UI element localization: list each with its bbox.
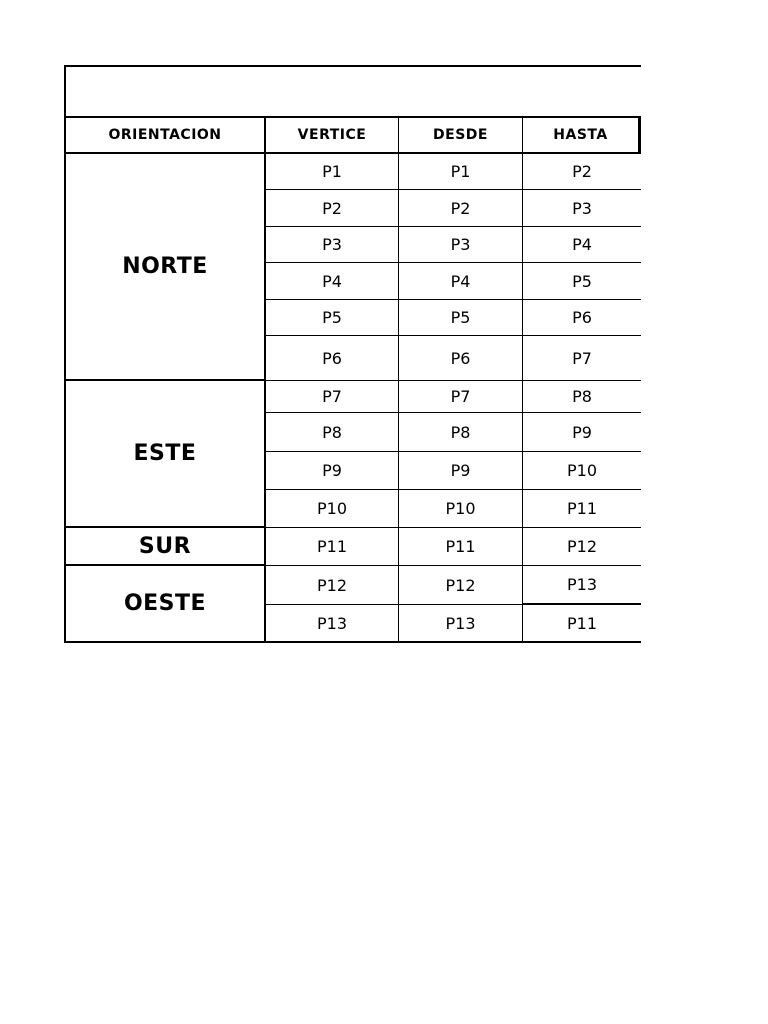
vertice-cell[interactable]: P3 <box>266 227 399 263</box>
desde-cell[interactable]: P1 <box>399 154 523 190</box>
header-orientacion[interactable]: ORIENTACION <box>64 116 266 154</box>
hasta-cell[interactable]: P5 <box>523 263 641 300</box>
hasta-cell[interactable]: P11 <box>523 605 641 643</box>
orientation-este[interactable]: ESTE <box>64 381 266 528</box>
hasta-cell[interactable]: P12 <box>523 528 641 566</box>
orientation-norte[interactable]: NORTE <box>64 154 266 381</box>
hasta-cell[interactable]: P13 <box>523 566 641 605</box>
desde-cell[interactable]: P5 <box>399 300 523 336</box>
hasta-cell[interactable]: P9 <box>523 413 641 452</box>
desde-cell[interactable]: P4 <box>399 263 523 300</box>
orientation-oeste[interactable]: OESTE <box>64 566 266 643</box>
desde-cell[interactable]: P6 <box>399 336 523 381</box>
desde-cell[interactable]: P11 <box>399 528 523 566</box>
vertice-cell[interactable]: P9 <box>266 452 399 490</box>
header-desde[interactable]: DESDE <box>399 116 523 154</box>
header-hasta[interactable]: HASTA <box>523 116 641 154</box>
hasta-cell[interactable]: P8 <box>523 381 641 413</box>
desde-cell[interactable]: P12 <box>399 566 523 605</box>
spreadsheet-sheet <box>64 65 641 644</box>
vertice-cell[interactable]: P8 <box>266 413 399 452</box>
vertice-cell[interactable]: P11 <box>266 528 399 566</box>
desde-cell[interactable]: P10 <box>399 490 523 528</box>
vertice-cell[interactable]: P5 <box>266 300 399 336</box>
desde-cell[interactable]: P8 <box>399 413 523 452</box>
vertice-cell[interactable]: P4 <box>266 263 399 300</box>
hasta-cell[interactable]: P2 <box>523 154 641 190</box>
vertice-cell[interactable]: P10 <box>266 490 399 528</box>
hasta-cell[interactable]: P4 <box>523 227 641 263</box>
header-vertice[interactable]: VERTICE <box>266 116 399 154</box>
title-cell[interactable] <box>64 65 641 116</box>
hasta-cell[interactable]: P6 <box>523 300 641 336</box>
desde-cell[interactable]: P9 <box>399 452 523 490</box>
vertice-cell[interactable]: P7 <box>266 381 399 413</box>
desde-cell[interactable]: P3 <box>399 227 523 263</box>
vertice-cell[interactable]: P1 <box>266 154 399 190</box>
vertice-cell[interactable]: P13 <box>266 605 399 643</box>
vertice-cell[interactable]: P2 <box>266 190 399 227</box>
hasta-cell[interactable]: P7 <box>523 336 641 381</box>
hasta-cell[interactable]: P3 <box>523 190 641 227</box>
desde-cell[interactable]: P7 <box>399 381 523 413</box>
vertice-cell[interactable]: P12 <box>266 566 399 605</box>
hasta-cell[interactable]: P11 <box>523 490 641 528</box>
desde-cell[interactable]: P13 <box>399 605 523 643</box>
desde-cell[interactable]: P2 <box>399 190 523 227</box>
hasta-cell[interactable]: P10 <box>523 452 641 490</box>
orientation-table <box>64 116 641 644</box>
orientation-sur[interactable]: SUR <box>64 528 266 566</box>
vertice-cell[interactable]: P6 <box>266 336 399 381</box>
